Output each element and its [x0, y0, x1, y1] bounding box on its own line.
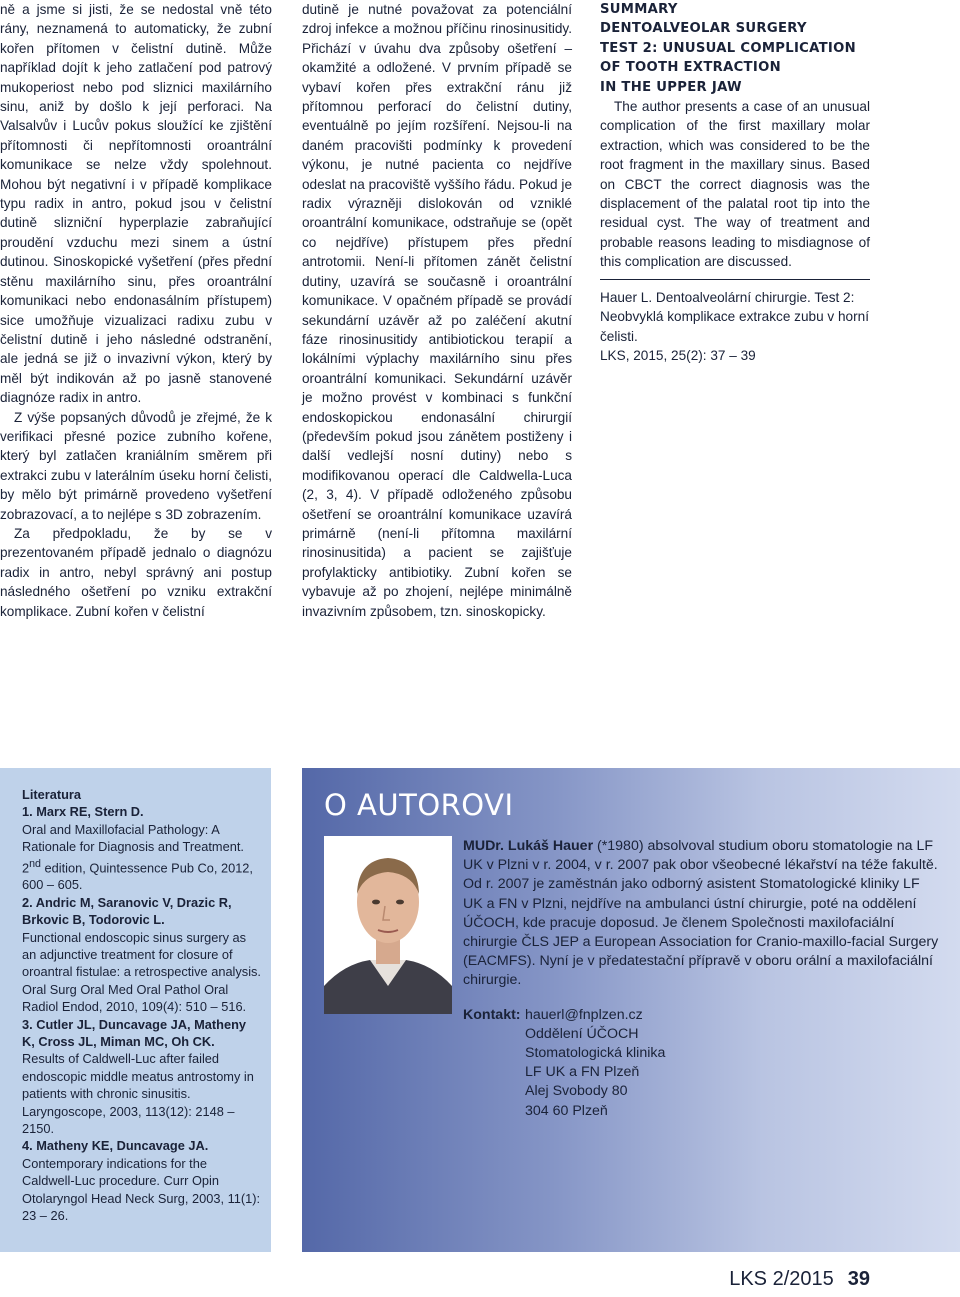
reference-authors: 3. Cutler JL, Duncavage JA, Matheny K, Cross JL, Miman MC, Oh CK. — [22, 1016, 247, 1049]
author-contact — [463, 1006, 943, 1121]
author-bio-text — [463, 837, 943, 991]
paragraph: Za předpokladu, že by se v prezentovaném případě jednalo o diagnózu radix in antro, nebyl správný ani postup následného ošetření po vzniku extrakční komplikace. Zubní kořen v čelistní — [0, 525, 272, 619]
reference — [22, 803, 262, 893]
contact-line: Oddělení ÚČOCH — [525, 1025, 639, 1042]
page-number: 39 — [847, 1268, 870, 1290]
author-portrait-photo — [324, 836, 452, 1014]
author-bio-body: (*1980) absolvoval studium oboru stomatologie na LF UK v Plzni v r. 2004, v r. 2007 pak obor všeobecné lékařství na téže fakultě. Od r. 2007 je zaměstnán jako odborný asistent Stomatologické kliniky LF UK a FN v Plzni, nejdříve na ambulanci ústní chirurgie, poté na oddělení ÚČOCH, kde pracuje doposud. Je členem Společnosti maxilofaciální chirurgie ČLS JEP a European Association for Cranio-maxillo-facial Surgery (EACMFS). Nyní je v předatestační přípravě v oboru orální a maxilofaciální chirurgie. — [463, 838, 939, 989]
summary-text: The author presents a case of an unusual complication of the first maxillary molar extraction, which was considered to be the root fragment in the maxillary sinus. Based on CBCT the correct diagnosis was the displacement of the palatal root tip into the residual cyst. The way of treatment and probable reasons leading to misdiagnose of this complication are discussed. — [600, 99, 870, 270]
reference-superscript: nd — [29, 857, 41, 870]
reference-text — [22, 821, 262, 894]
about-author-title: O AUTOROVI — [324, 788, 514, 822]
reference — [22, 1137, 262, 1224]
body-column-2 — [302, 0, 572, 621]
literature-list — [22, 786, 262, 1224]
summary-body — [600, 97, 870, 272]
contact-line: Alej Svobody 80 — [525, 1083, 628, 1100]
reference-authors: 1. Marx RE, Stern D. — [22, 804, 144, 820]
reference-text: Results of Caldwell-Luc after failed endoscopic middle meatus antrostomy in patients with chronic sinusitis. Laryngoscope, 2003, 113(12): 2148 – 2150. — [22, 1051, 254, 1136]
citation-line: Hauer L. Dentoalveolární chirurgie. Test 2: Neobvyklá komplikace extrakce zubu v horní čelisti. — [600, 289, 869, 344]
paragraph: dutině je nutné považovat za potenciální zdroj infekce a možnou příčinu rinosinusitidy. Přichází v úvahu dva způsoby ošetření – okamžité a odložené. V prvním případě se vybaví kořen přes extrakční ránu již přítomnou perforací do čelistní dutiny, eventuálně po jejím rozšíření. Nejsou-li na daném pracovišti podmínky k provedení výkonu, je nutné pacienta co nejdříve odeslat na pracoviště vyššího řádu. Pokud je radix výrazněji dislokován od vzniklé oroantrální komunikace, odstraňuje se (opět co nejdříve) přístupem přes přední antrotomii. Není-li přítomen zánět čelistní dutiny, uzavírá se současně i oroantrální komunikace. V opačném případě se provádí sekundární uzávěr až po zaléčení akutní fáze rinosinusitidy antibiotickou terapií a lokálními výplachy maxilárního sinu přes oroantrální komunikaci. Sekundární uzávěr je možno provést v kombinaci s funkční endoskopickou endonasální chirurgií (především pokud jsou zánětem postiženy i další vedlejší nosní dutiny) nebo s modifikovanou operací dle Caldwella-Luca (2, 3, 4). V případě odloženého způsobu ošetření se oroantrální komunikace uzavírá primárně (není-li přítomna maxilární rinosinusitida) a pacient se zajišťuje profylakticky antibiotiky. Zubní kořen se vybavuje až po zhojení, nejlépe minimálně invazivním způsobem, tzn. sinoskopicky. — [302, 2, 572, 619]
literature-title: Literatura — [22, 787, 82, 802]
reference-authors: 4. Matheny KE, Duncavage JA. — [22, 1138, 209, 1154]
body-column-1 — [0, 0, 272, 621]
portrait-illustration — [324, 836, 452, 1014]
author-name: MUDr. Lukáš Hauer — [463, 838, 594, 854]
contact-line: Stomatologická klinika — [525, 1045, 666, 1062]
reference — [22, 894, 262, 1016]
paragraph: ně a jsme si jisti, že se nedostal vně této rány, neznamená to automaticky, že zubní kořen přítomen v čelistní dutině. Může například dojít k jeho zatlačení pod patrový mukoperiost nebo pod sliznici maxilárního sinu, aniž by došlo k její perforaci. Na Valsalvův i Lucův pokus sloužící ke zjištění přítomnosti či nepřítomnosti oroantrální komunikace se nelze vždy spolehnout. Mohou být negativní i v případě komplikace typu radix in antro, pokud jsou v čelistní dutině slizniční hyperplazie zabraňující proudění vzduchu mezi sinem a ústní dutinou. Sinoskopické vyšetření (přes přední stěnu maxilárního sinu, přes oroantrální komunikaci nebo endonasálním přístupem) sice umožňuje vizualizaci radixu zubu v čelistní dutině i jeho následné odstranění, ale jedná se již o invazivní výkon, který by měl být indikován až po jasně stanovené diagnóze radix in antro. — [0, 2, 272, 406]
citation-line: LKS, 2015, 25(2): 37 – 39 — [600, 347, 756, 363]
summary-column — [600, 0, 870, 365]
summary-heading — [600, 0, 870, 97]
summary-heading-line: DENTOALVEOLAR SURGERY — [600, 21, 807, 37]
contact-email[interactable]: hauerl@fnplzen.cz — [525, 1006, 643, 1023]
reference-text-part: Oral and Maxillofacial Pathology: A Rationale for Diagnosis and Treatment. 2 — [22, 821, 244, 875]
contact-label: Kontakt: — [463, 1006, 521, 1023]
literature-box — [0, 768, 271, 1252]
about-author-box — [302, 768, 960, 1252]
reference-text: Functional endoscopic sinus surgery as an adjunctive treatment for closure of oroantral fistulae: a retrospective analysis. Oral Surg Oral Med Oral Pathol Oral Radiol Endod, 2010, 109(4): 510 – 516. — [22, 929, 261, 1015]
contact-line: 304 60 Plzeň — [525, 1102, 608, 1119]
contact-line: LF UK a FN Plzeň — [525, 1064, 640, 1081]
paragraph: Z výše popsaných důvodů je zřejmé, že k verifikaci přesné pozice zubního kořene, který byl zatlačen kraniálním směrem při extrakci zubu v laterálním úseku horní čelisti, by mělo být primárně provedeno vyšetření zobrazovací, a to nejlépe s 3D zobrazením. — [0, 409, 272, 522]
reference-text: Contemporary indications for the Caldwell-Luc procedure. Curr Opin Otolaryngol Head Neck Surg, 2003, 11(1): 23 – 26. — [22, 1155, 261, 1224]
divider — [600, 279, 870, 280]
summary-heading-line: IN THE UPPER JAW — [600, 79, 742, 95]
summary-heading-line: OF TOOTH EXTRACTION — [600, 60, 781, 76]
citation — [600, 288, 870, 366]
journal-issue: LKS 2/2015 — [729, 1268, 834, 1290]
reference-text-part: edition, Quintessence Pub Co, 2012, 600 – 605. — [22, 859, 253, 893]
reference — [22, 1016, 262, 1138]
summary-heading-line: TEST 2: UNUSUAL COMPLICATION — [600, 40, 856, 56]
reference-authors: 2. Andric M, Saranovic V, Drazic R, Brkovic B, Todorovic L. — [22, 894, 232, 928]
author-bio — [463, 837, 943, 1121]
contact-address — [525, 1006, 665, 1121]
page-footer — [729, 1268, 870, 1291]
summary-heading-line: SUMMARY — [600, 2, 678, 17]
